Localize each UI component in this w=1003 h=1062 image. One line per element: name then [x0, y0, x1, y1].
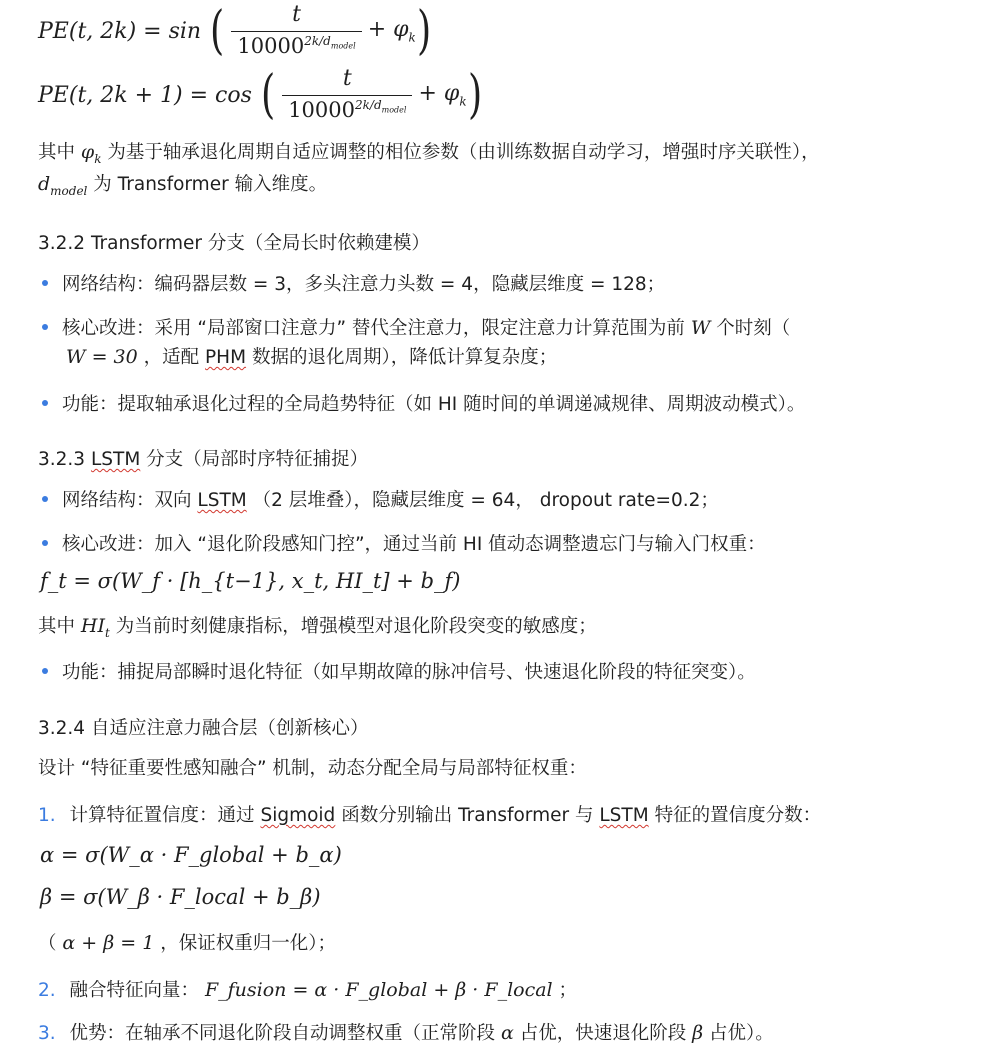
hi-explanation: [38, 614, 597, 641]
w-symbol: W: [690, 317, 711, 339]
text: 占优，快速退化阶段: [519, 1023, 687, 1044]
bullet-dot: [42, 496, 48, 502]
list-item-text: [62, 314, 790, 340]
numbered-item: [38, 1019, 774, 1045]
phase-term: [418, 81, 466, 108]
d: d: [38, 173, 51, 195]
den-exp: 2k/d: [355, 97, 382, 112]
fraction-numerator: t: [342, 66, 352, 92]
numbered-item: [38, 801, 821, 827]
text: ，保证权重归一化）；: [160, 933, 336, 954]
formula-pe-cos-lhs: PE(t, 2k + 1) = cos: [38, 82, 252, 108]
text: 个时刻（: [716, 318, 791, 339]
list-item: [38, 270, 665, 296]
item-index: 1.: [38, 805, 56, 826]
text: 网络结构：双向: [62, 490, 192, 511]
text: 特征的置信度分数：: [654, 805, 822, 826]
list-item: [38, 486, 719, 512]
numbered-item: [38, 976, 577, 1002]
text: 其中: [38, 616, 76, 637]
text: 3.2.3: [38, 449, 86, 470]
section-3-2-3-title: [38, 445, 368, 471]
section-3-2-4-title: 3.2.4 自适应注意力融合层（创新核心）: [38, 718, 369, 739]
item-index: 3.: [38, 1023, 56, 1044]
phi: φ: [80, 141, 95, 163]
list-item: [38, 658, 756, 684]
section-3-2-2-title: 3.2.2 Transformer 分支（全局长时依赖建模）: [38, 233, 430, 254]
text: 核心改进：采用 “局部窗口注意力” 替代全注意力，限定注意力计算范围为前: [62, 318, 685, 339]
gate-equation: [40, 569, 460, 593]
constraint-math: α + β = 1: [62, 932, 155, 954]
alpha-equation-text: α = σ(W_α · F_global + b_α): [40, 843, 342, 867]
text: 为 Transformer 输入维度。: [93, 174, 328, 195]
beta-equation: [40, 885, 321, 909]
text: （: [38, 933, 57, 954]
phase-explanation-line2: [38, 172, 327, 199]
den-exp-sub: model: [381, 104, 407, 114]
spellcheck-word: Sigmoid: [260, 805, 336, 826]
fusion-equation: F_fusion = α · F_global + β · F_local: [204, 979, 553, 1001]
fraction-numerator: t: [292, 2, 301, 28]
fraction-denominator: [282, 95, 412, 123]
formula-pe-cos: [38, 64, 483, 126]
list-item-continuation: [66, 345, 557, 370]
spellcheck-word: LSTM: [90, 449, 141, 470]
spellcheck-word: PHM: [205, 347, 247, 368]
phi-symbol: [80, 141, 102, 166]
fusion-intro: 设计 “特征重要性感知融合” 机制，动态分配全局与局部特征权重：: [38, 758, 587, 779]
bullet-dot: [42, 324, 48, 330]
formula-pe-sin-lhs: PE(t, 2k) = sin: [38, 18, 202, 44]
item-index: 2.: [38, 980, 56, 1001]
text: 融合特征向量：: [69, 980, 200, 1001]
fraction: [282, 67, 412, 122]
list-item: [38, 390, 805, 416]
list-item-text: 功能：提取轴承退化过程的全局趋势特征（如 HI 随时间的单调递减规律、周期波动模式）。: [62, 394, 806, 415]
text: ；: [558, 980, 578, 1001]
text: 分支（局部时序特征捕捉）: [146, 449, 369, 470]
spellcheck-word: LSTM: [599, 805, 649, 826]
bullet-dot: [42, 400, 48, 406]
text: 函数分别输出 Transformer 与: [341, 805, 594, 826]
list-item-text: 功能：捕捉局部瞬时退化特征（如早期故障的脉冲信号、快速退化阶段的特征突变）。: [62, 662, 756, 683]
left-paren: (: [260, 65, 276, 125]
hi: HI: [80, 615, 105, 637]
left-paren: (: [210, 1, 225, 61]
den-exp: 2k/d: [304, 33, 331, 48]
text: 为基于轴承退化周期自适应调整的相位参数（由训练数据自动学习，增强时序关联性），: [107, 142, 820, 163]
hi-sub: t: [104, 625, 110, 640]
alpha-symbol: α: [500, 1022, 514, 1044]
text: （2 层堆叠），隐藏层维度 = 64， dropout rate=0.2；: [252, 490, 719, 511]
gate-equation-text: f_t = σ(W_f · [h_{t−1}, x_t, HI_t] + b_f): [40, 569, 461, 593]
alpha-equation: [40, 843, 342, 867]
d-sub: model: [50, 183, 88, 198]
phase-term-sub: k: [408, 30, 416, 45]
bullet-dot: [42, 280, 48, 286]
phase-explanation-line1: [38, 140, 820, 167]
text: ，适配: [143, 347, 200, 368]
spellcheck-word: LSTM: [197, 490, 247, 511]
right-paren: ): [467, 65, 482, 125]
den-exp-sub: model: [330, 40, 356, 50]
text: 数据的退化周期），降低计算复杂度；: [251, 347, 558, 368]
formula-pe-sin: [38, 0, 432, 62]
text: 其中: [38, 142, 76, 163]
fraction-denominator: [231, 31, 361, 59]
text: 计算特征置信度：通过: [69, 805, 255, 826]
phase-term-text: + φ: [367, 17, 409, 43]
bullet-dot: [42, 668, 48, 674]
phi-sub: k: [94, 151, 102, 166]
list-item-text: 核心改进：加入 “退化阶段感知门控”，通过当前 HI 值动态调整遗忘门与输入门权重：: [62, 534, 766, 555]
text: 占优）。: [708, 1023, 774, 1044]
fraction: [231, 3, 361, 58]
beta-equation-text: β = σ(W_β · F_local + b_β): [40, 885, 321, 909]
phase-term-text: + φ: [418, 81, 460, 107]
d-model-symbol: [38, 173, 88, 198]
list-item-text: 网络结构：编码器层数 = 3，多头注意力头数 = 4，隐藏层维度 = 128；: [62, 274, 666, 295]
hi-symbol: [80, 615, 110, 640]
beta-symbol: β: [692, 1022, 704, 1044]
den-base: 10000: [288, 97, 355, 122]
w-equals-30: W = 30: [66, 346, 138, 368]
text: 优势：在轴承不同退化阶段自动调整权重（正常阶段: [69, 1023, 496, 1044]
phase-term-sub: k: [459, 94, 467, 109]
weight-constraint: [38, 931, 336, 956]
bullet-dot: [42, 540, 48, 546]
list-item-text: [62, 486, 719, 512]
list-item: [38, 530, 766, 556]
text: 为当前时刻健康指标，增强模型对退化阶段突变的敏感度；: [115, 616, 597, 637]
den-base: 10000: [237, 33, 305, 58]
list-item: [38, 314, 790, 340]
right-paren: ): [416, 1, 432, 61]
phase-term: [368, 17, 416, 44]
